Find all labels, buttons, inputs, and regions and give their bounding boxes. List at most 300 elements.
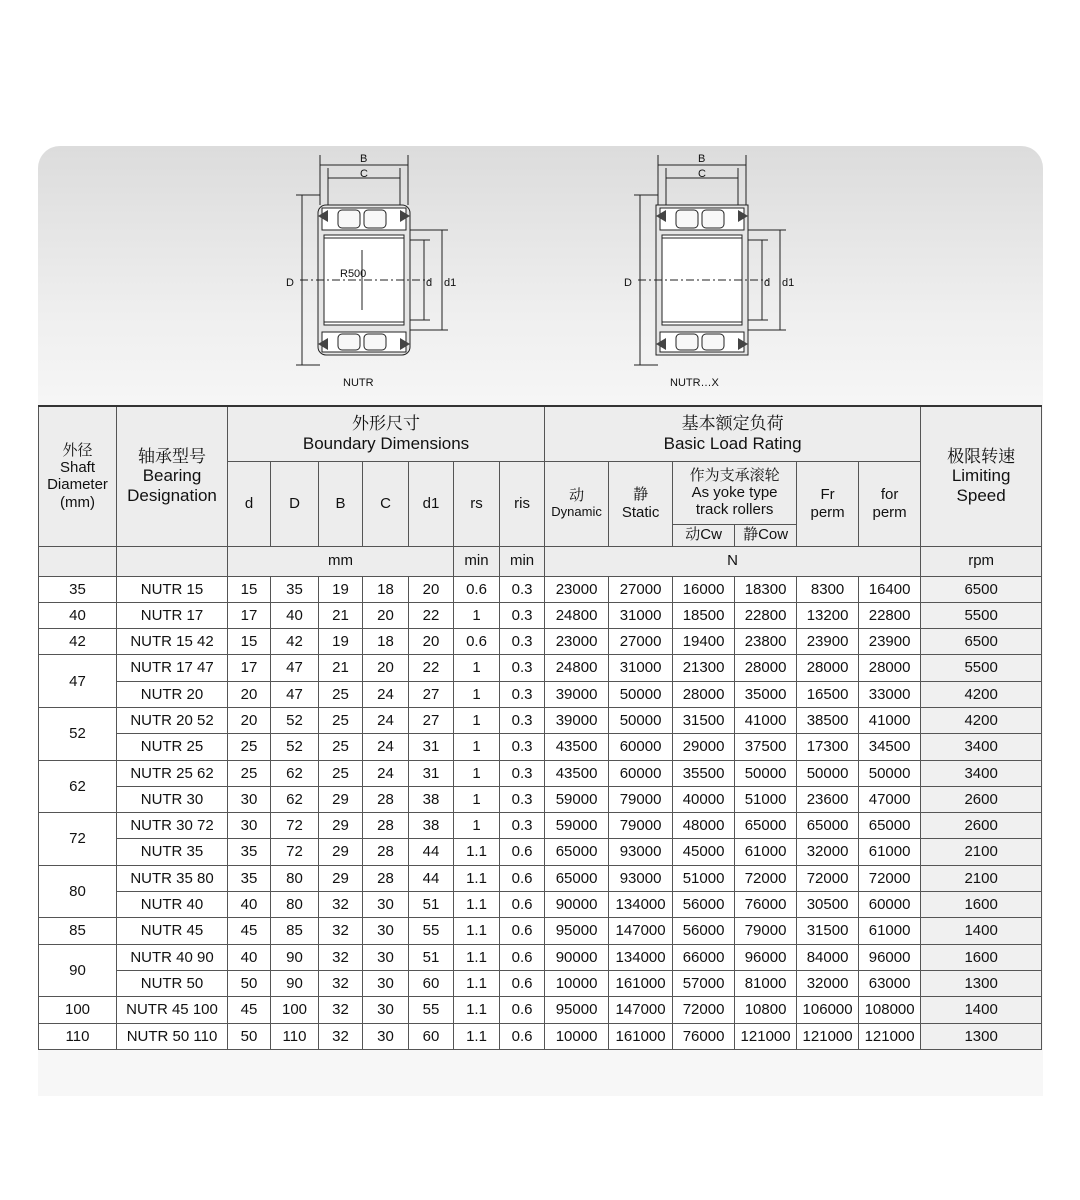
d-cell: 20 xyxy=(228,707,271,733)
unit-min-ris: min xyxy=(500,546,545,576)
designation-cell: NUTR 17 xyxy=(117,602,228,628)
fr-perm-cell: 50000 xyxy=(797,760,859,786)
ris-cell: 0.3 xyxy=(500,734,545,760)
fr-perm-cell: 16500 xyxy=(797,681,859,707)
dynamic-cell: 39000 xyxy=(545,681,609,707)
speed-cell: 4200 xyxy=(921,681,1042,707)
static-cell: 93000 xyxy=(609,839,673,865)
dim-d-header: d xyxy=(228,461,271,546)
speed-cell: 1300 xyxy=(921,970,1042,996)
table-row xyxy=(39,760,1042,786)
fr-perm-header: Fr perm xyxy=(797,461,859,546)
d1-cell: 27 xyxy=(409,681,454,707)
static-cell: 147000 xyxy=(609,997,673,1023)
d1-cell: 31 xyxy=(409,760,454,786)
designation-cell: NUTR 25 62 xyxy=(117,760,228,786)
speed-cell: 4200 xyxy=(921,707,1042,733)
dynamic-cell: 65000 xyxy=(545,865,609,891)
B-cell: 32 xyxy=(319,892,363,918)
nutr-cross-section-diagram xyxy=(280,150,470,395)
d1-cell: 51 xyxy=(409,944,454,970)
dynamic-cell: 10000 xyxy=(545,1023,609,1049)
rs-cell: 1.1 xyxy=(454,918,500,944)
fr-perm-cell: 13200 xyxy=(797,602,859,628)
bore-d-label: d xyxy=(764,277,771,289)
D-cell: 47 xyxy=(271,681,319,707)
width-B-label: B xyxy=(360,153,368,165)
d1-cell: 55 xyxy=(409,997,454,1023)
C-cell: 24 xyxy=(363,760,409,786)
cw-header: 动Cw xyxy=(673,524,735,546)
static-cell: 50000 xyxy=(609,707,673,733)
dim-rs-header: rs xyxy=(454,461,500,546)
table-row xyxy=(39,681,1042,707)
dim-d1-header: d1 xyxy=(409,461,454,546)
B-cell: 25 xyxy=(319,734,363,760)
d1-cell: 55 xyxy=(409,918,454,944)
designation-cell: NUTR 17 47 xyxy=(117,655,228,681)
d-cell: 20 xyxy=(228,681,271,707)
rs-cell: 1.1 xyxy=(454,1023,500,1049)
bore-d-label: d xyxy=(426,277,433,289)
rs-cell: 1.1 xyxy=(454,970,500,996)
designation-cell: NUTR 15 xyxy=(117,576,228,602)
dynamic-cell: 23000 xyxy=(545,629,609,655)
C-cell: 30 xyxy=(363,970,409,996)
diagram-caption-nutr-x: NUTR…X xyxy=(670,377,719,389)
B-cell: 19 xyxy=(319,629,363,655)
d1-label: d1 xyxy=(782,277,795,289)
table-row xyxy=(39,1023,1042,1049)
ris-cell: 0.6 xyxy=(500,1023,545,1049)
dynamic-cell: 65000 xyxy=(545,839,609,865)
fr-perm-cell: 38500 xyxy=(797,707,859,733)
designation-cell: NUTR 45 100 xyxy=(117,997,228,1023)
shaft-diameter-cell: 35 xyxy=(39,576,117,602)
D-cell: 72 xyxy=(271,813,319,839)
cw-cell: 31500 xyxy=(673,707,735,733)
nutr-x-drawing xyxy=(618,150,808,395)
fr-perm-cell: 17300 xyxy=(797,734,859,760)
C-cell: 18 xyxy=(363,629,409,655)
C-cell: 30 xyxy=(363,892,409,918)
nutr-drawing xyxy=(280,150,470,395)
d1-cell: 51 xyxy=(409,892,454,918)
cw-cell: 19400 xyxy=(673,629,735,655)
static-cell: 31000 xyxy=(609,602,673,628)
table-row xyxy=(39,865,1042,891)
ris-cell: 0.3 xyxy=(500,813,545,839)
table-row xyxy=(39,997,1042,1023)
d-cell: 15 xyxy=(228,629,271,655)
dynamic-cell: 10000 xyxy=(545,970,609,996)
rs-cell: 1.1 xyxy=(454,944,500,970)
d1-cell: 22 xyxy=(409,655,454,681)
rs-cell: 0.6 xyxy=(454,629,500,655)
cow-cell: 79000 xyxy=(735,918,797,944)
d-cell: 30 xyxy=(228,813,271,839)
speed-cell: 3400 xyxy=(921,760,1042,786)
d1-cell: 20 xyxy=(409,576,454,602)
cow-cell: 72000 xyxy=(735,865,797,891)
C-cell: 24 xyxy=(363,734,409,760)
unit-rpm: rpm xyxy=(921,546,1042,576)
dynamic-cell: 95000 xyxy=(545,918,609,944)
cw-cell: 57000 xyxy=(673,970,735,996)
D-cell: 62 xyxy=(271,786,319,812)
ris-cell: 0.3 xyxy=(500,681,545,707)
cow-header: 静Cow xyxy=(735,524,797,546)
d1-cell: 60 xyxy=(409,1023,454,1049)
speed-cell: 2100 xyxy=(921,865,1042,891)
boundary-dimensions-header: 外形尺寸 Boundary Dimensions xyxy=(228,406,545,461)
dynamic-cell: 23000 xyxy=(545,576,609,602)
static-cell: 147000 xyxy=(609,918,673,944)
ris-cell: 0.6 xyxy=(500,839,545,865)
d1-cell: 27 xyxy=(409,707,454,733)
ris-cell: 0.3 xyxy=(500,760,545,786)
table-row xyxy=(39,629,1042,655)
fr-perm-cell: 32000 xyxy=(797,839,859,865)
ris-cell: 0.3 xyxy=(500,602,545,628)
ris-cell: 0.6 xyxy=(500,918,545,944)
cow-cell: 23800 xyxy=(735,629,797,655)
cow-cell: 35000 xyxy=(735,681,797,707)
width-B-label: B xyxy=(698,153,706,165)
speed-cell: 1400 xyxy=(921,918,1042,944)
ris-cell: 0.6 xyxy=(500,892,545,918)
d1-cell: 22 xyxy=(409,602,454,628)
designation-cell: NUTR 35 80 xyxy=(117,865,228,891)
B-cell: 32 xyxy=(319,970,363,996)
ris-cell: 0.6 xyxy=(500,970,545,996)
ris-cell: 0.6 xyxy=(500,865,545,891)
limiting-speed-header: 极限转速 Limiting Speed xyxy=(921,406,1042,546)
shaft-diameter-cell: 52 xyxy=(39,707,117,760)
designation-cell: NUTR 20 52 xyxy=(117,707,228,733)
shaft-diameter-cell: 62 xyxy=(39,760,117,813)
designation-cell: NUTR 30 72 xyxy=(117,813,228,839)
cow-cell: 22800 xyxy=(735,602,797,628)
dynamic-cell: 43500 xyxy=(545,734,609,760)
D-cell: 85 xyxy=(271,918,319,944)
speed-cell: 3400 xyxy=(921,734,1042,760)
fr-perm-cell: 121000 xyxy=(797,1023,859,1049)
designation-cell: NUTR 35 xyxy=(117,839,228,865)
speed-cell: 1600 xyxy=(921,944,1042,970)
static-cell: 27000 xyxy=(609,629,673,655)
speed-cell: 6500 xyxy=(921,629,1042,655)
cw-cell: 48000 xyxy=(673,813,735,839)
speed-cell: 5500 xyxy=(921,602,1042,628)
shaft-diameter-cell: 85 xyxy=(39,918,117,944)
table-row xyxy=(39,786,1042,812)
cw-cell: 18500 xyxy=(673,602,735,628)
for-perm-cell: 121000 xyxy=(859,1023,921,1049)
width-C-label: C xyxy=(698,168,706,180)
designation-cell: NUTR 20 xyxy=(117,681,228,707)
static-cell: 134000 xyxy=(609,944,673,970)
for-perm-cell: 60000 xyxy=(859,892,921,918)
unit-min-rs: min xyxy=(454,546,500,576)
d1-cell: 20 xyxy=(409,629,454,655)
table-row xyxy=(39,813,1042,839)
fr-perm-cell: 65000 xyxy=(797,813,859,839)
bearing-designation-header: 轴承型号 Bearing Designation xyxy=(117,406,228,546)
designation-cell: NUTR 15 42 xyxy=(117,629,228,655)
d1-cell: 44 xyxy=(409,865,454,891)
fr-perm-cell: 72000 xyxy=(797,865,859,891)
outer-D-label: D xyxy=(624,277,632,289)
table-row xyxy=(39,602,1042,628)
B-cell: 29 xyxy=(319,839,363,865)
fr-perm-cell: 84000 xyxy=(797,944,859,970)
shaft-diameter-cell: 100 xyxy=(39,997,117,1023)
dynamic-cell: 24800 xyxy=(545,602,609,628)
d-cell: 35 xyxy=(228,865,271,891)
D-cell: 80 xyxy=(271,892,319,918)
ris-cell: 0.3 xyxy=(500,655,545,681)
cw-cell: 40000 xyxy=(673,786,735,812)
cw-cell: 21300 xyxy=(673,655,735,681)
B-cell: 32 xyxy=(319,918,363,944)
dim-ris-header: ris xyxy=(500,461,545,546)
C-cell: 28 xyxy=(363,839,409,865)
fr-perm-cell: 32000 xyxy=(797,970,859,996)
shaft-diameter-cell: 110 xyxy=(39,1023,117,1049)
d1-cell: 38 xyxy=(409,813,454,839)
C-cell: 18 xyxy=(363,576,409,602)
rs-cell: 1.1 xyxy=(454,839,500,865)
cow-cell: 10800 xyxy=(735,997,797,1023)
rs-cell: 1.1 xyxy=(454,865,500,891)
table-row xyxy=(39,734,1042,760)
D-cell: 110 xyxy=(271,1023,319,1049)
ris-cell: 0.3 xyxy=(500,786,545,812)
d-cell: 25 xyxy=(228,734,271,760)
speed-cell: 2100 xyxy=(921,839,1042,865)
rs-cell: 1.1 xyxy=(454,892,500,918)
for-perm-cell: 33000 xyxy=(859,681,921,707)
d-cell: 40 xyxy=(228,892,271,918)
shaft-diameter-cell: 72 xyxy=(39,813,117,866)
for-perm-cell: 28000 xyxy=(859,655,921,681)
static-cell: 60000 xyxy=(609,760,673,786)
shaft-diameter-cell: 42 xyxy=(39,629,117,655)
C-cell: 20 xyxy=(363,602,409,628)
dynamic-cell: 43500 xyxy=(545,760,609,786)
basic-load-rating-header: 基本额定负荷 Basic Load Rating xyxy=(545,406,921,461)
C-cell: 28 xyxy=(363,865,409,891)
speed-cell: 6500 xyxy=(921,576,1042,602)
d1-cell: 31 xyxy=(409,734,454,760)
for-perm-cell: 34500 xyxy=(859,734,921,760)
C-cell: 20 xyxy=(363,655,409,681)
dynamic-cell: 24800 xyxy=(545,655,609,681)
C-cell: 28 xyxy=(363,786,409,812)
fr-perm-cell: 8300 xyxy=(797,576,859,602)
ris-cell: 0.6 xyxy=(500,944,545,970)
B-cell: 32 xyxy=(319,1023,363,1049)
d1-cell: 38 xyxy=(409,786,454,812)
table-row xyxy=(39,707,1042,733)
C-cell: 24 xyxy=(363,681,409,707)
table-row xyxy=(39,970,1042,996)
fr-perm-cell: 23900 xyxy=(797,629,859,655)
for-perm-header: for perm xyxy=(859,461,921,546)
ris-cell: 0.3 xyxy=(500,576,545,602)
for-perm-cell: 50000 xyxy=(859,760,921,786)
for-perm-cell: 65000 xyxy=(859,813,921,839)
B-cell: 32 xyxy=(319,997,363,1023)
for-perm-cell: 108000 xyxy=(859,997,921,1023)
d-cell: 45 xyxy=(228,997,271,1023)
static-header: 静 Static xyxy=(609,461,673,546)
cow-cell: 28000 xyxy=(735,655,797,681)
ris-cell: 0.6 xyxy=(500,997,545,1023)
cow-cell: 76000 xyxy=(735,892,797,918)
designation-cell: NUTR 40 90 xyxy=(117,944,228,970)
dynamic-cell: 39000 xyxy=(545,707,609,733)
rs-cell: 1 xyxy=(454,734,500,760)
for-perm-cell: 96000 xyxy=(859,944,921,970)
static-cell: 161000 xyxy=(609,970,673,996)
rs-cell: 1 xyxy=(454,813,500,839)
speed-cell: 2600 xyxy=(921,813,1042,839)
speed-cell: 5500 xyxy=(921,655,1042,681)
designation-cell: NUTR 40 xyxy=(117,892,228,918)
d1-label: d1 xyxy=(444,277,457,289)
speed-cell: 1600 xyxy=(921,892,1042,918)
B-cell: 25 xyxy=(319,681,363,707)
dim-B-header: B xyxy=(319,461,363,546)
D-cell: 52 xyxy=(271,734,319,760)
designation-cell: NUTR 50 xyxy=(117,970,228,996)
D-cell: 72 xyxy=(271,839,319,865)
dynamic-cell: 59000 xyxy=(545,813,609,839)
table-row xyxy=(39,918,1042,944)
for-perm-cell: 16400 xyxy=(859,576,921,602)
cow-cell: 51000 xyxy=(735,786,797,812)
shaft-diameter-cell: 80 xyxy=(39,865,117,918)
D-cell: 62 xyxy=(271,760,319,786)
C-cell: 30 xyxy=(363,944,409,970)
dynamic-cell: 90000 xyxy=(545,944,609,970)
rs-cell: 0.6 xyxy=(454,576,500,602)
cw-cell: 56000 xyxy=(673,892,735,918)
yoke-track-roller-header: 作为支承滚轮 As yoke type track rollers xyxy=(673,461,797,524)
nutr-x-cross-section-diagram xyxy=(618,150,808,395)
cow-cell: 96000 xyxy=(735,944,797,970)
cw-cell: 28000 xyxy=(673,681,735,707)
C-cell: 30 xyxy=(363,1023,409,1049)
D-cell: 90 xyxy=(271,944,319,970)
for-perm-cell: 22800 xyxy=(859,602,921,628)
fr-perm-cell: 106000 xyxy=(797,997,859,1023)
for-perm-cell: 41000 xyxy=(859,707,921,733)
cw-cell: 72000 xyxy=(673,997,735,1023)
rs-cell: 1 xyxy=(454,655,500,681)
C-cell: 24 xyxy=(363,707,409,733)
static-cell: 134000 xyxy=(609,892,673,918)
d-cell: 30 xyxy=(228,786,271,812)
B-cell: 29 xyxy=(319,786,363,812)
table-row xyxy=(39,576,1042,602)
outer-D-label: D xyxy=(286,277,294,289)
d-cell: 17 xyxy=(228,655,271,681)
width-C-label: C xyxy=(360,168,368,180)
cow-cell: 61000 xyxy=(735,839,797,865)
fr-perm-cell: 30500 xyxy=(797,892,859,918)
ris-cell: 0.3 xyxy=(500,707,545,733)
cow-cell: 81000 xyxy=(735,970,797,996)
cw-cell: 45000 xyxy=(673,839,735,865)
unit-N: N xyxy=(545,546,921,576)
speed-cell: 2600 xyxy=(921,786,1042,812)
d1-cell: 44 xyxy=(409,839,454,865)
static-cell: 79000 xyxy=(609,813,673,839)
for-perm-cell: 63000 xyxy=(859,970,921,996)
static-cell: 60000 xyxy=(609,734,673,760)
shaft-diameter-cell: 47 xyxy=(39,655,117,708)
d-cell: 15 xyxy=(228,576,271,602)
d-cell: 35 xyxy=(228,839,271,865)
rs-cell: 1 xyxy=(454,707,500,733)
designation-cell: NUTR 50 110 xyxy=(117,1023,228,1049)
D-cell: 80 xyxy=(271,865,319,891)
cw-cell: 56000 xyxy=(673,918,735,944)
rs-cell: 1 xyxy=(454,760,500,786)
bearing-spec-table xyxy=(38,405,1042,1050)
B-cell: 29 xyxy=(319,813,363,839)
C-cell: 30 xyxy=(363,918,409,944)
static-cell: 50000 xyxy=(609,681,673,707)
D-cell: 42 xyxy=(271,629,319,655)
B-cell: 32 xyxy=(319,944,363,970)
d-cell: 50 xyxy=(228,970,271,996)
static-cell: 161000 xyxy=(609,1023,673,1049)
designation-unit-spacer xyxy=(117,546,228,576)
for-perm-cell: 72000 xyxy=(859,865,921,891)
for-perm-cell: 23900 xyxy=(859,629,921,655)
cow-cell: 37500 xyxy=(735,734,797,760)
C-cell: 30 xyxy=(363,997,409,1023)
shaft-diameter-cell: 90 xyxy=(39,944,117,997)
fr-perm-cell: 28000 xyxy=(797,655,859,681)
cw-cell: 51000 xyxy=(673,865,735,891)
for-perm-cell: 61000 xyxy=(859,839,921,865)
cw-cell: 16000 xyxy=(673,576,735,602)
B-cell: 25 xyxy=(319,707,363,733)
D-cell: 35 xyxy=(271,576,319,602)
diagram-caption-nutr: NUTR xyxy=(343,377,374,389)
D-cell: 52 xyxy=(271,707,319,733)
for-perm-cell: 47000 xyxy=(859,786,921,812)
cow-cell: 18300 xyxy=(735,576,797,602)
cow-cell: 50000 xyxy=(735,760,797,786)
rs-cell: 1 xyxy=(454,786,500,812)
rs-cell: 1 xyxy=(454,602,500,628)
static-cell: 31000 xyxy=(609,655,673,681)
fr-perm-cell: 31500 xyxy=(797,918,859,944)
d-cell: 17 xyxy=(228,602,271,628)
cw-cell: 29000 xyxy=(673,734,735,760)
dynamic-cell: 90000 xyxy=(545,892,609,918)
shaft-unit-spacer xyxy=(39,546,117,576)
shaft-diameter-cell: 40 xyxy=(39,602,117,628)
D-cell: 40 xyxy=(271,602,319,628)
dynamic-header: 动 Dynamic xyxy=(545,461,609,546)
